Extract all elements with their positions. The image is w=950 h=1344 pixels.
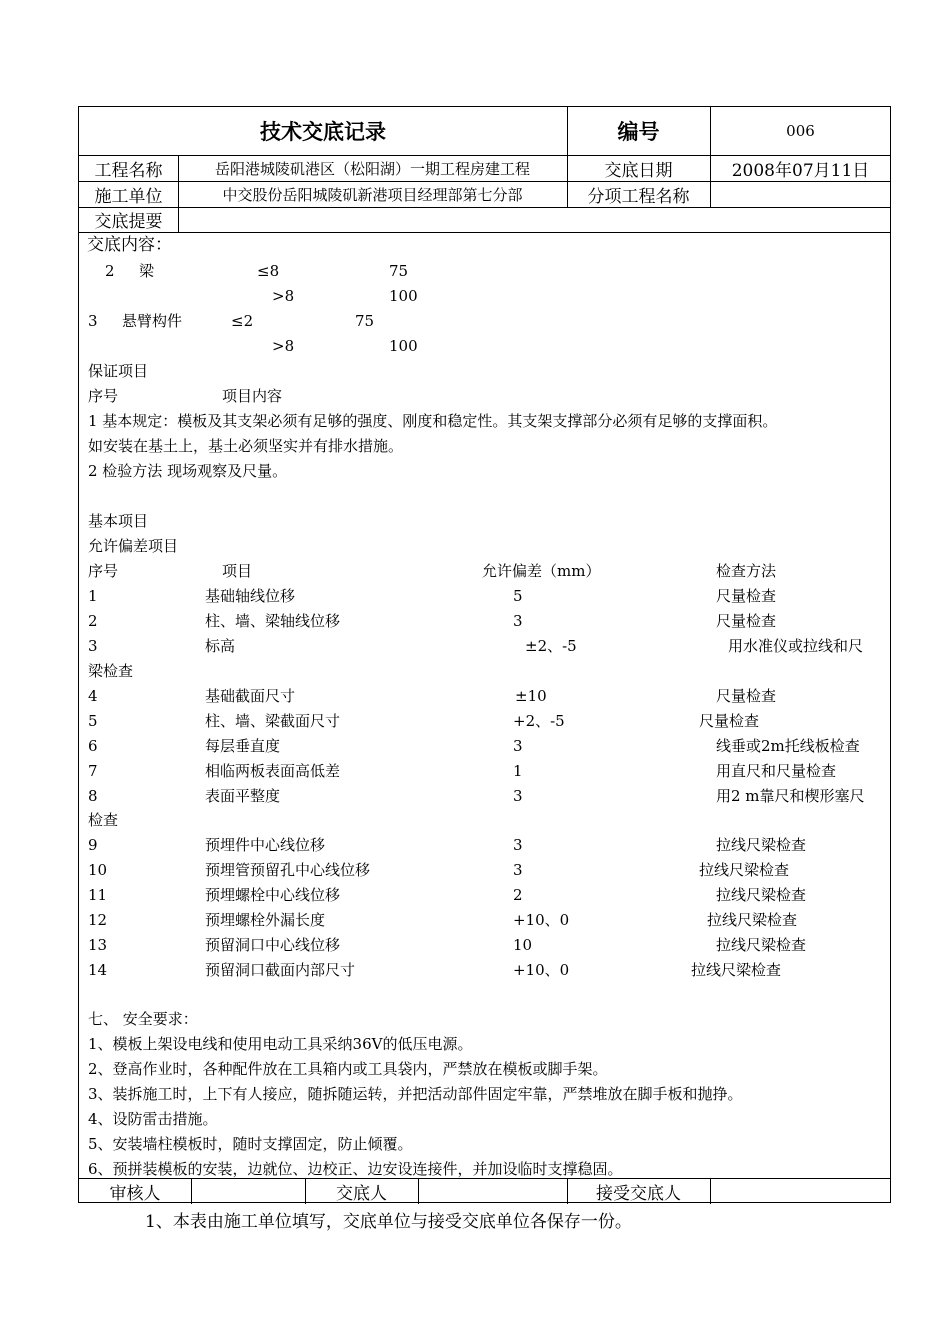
dev-row-tolerance: +10、0 — [513, 911, 570, 929]
guarantee-item: 如安装在基土上，基土必须坚实并有排水措施。 — [88, 437, 404, 455]
dev-row-item: 柱、墙、梁截面尺寸 — [205, 712, 341, 730]
row-divider — [79, 232, 890, 233]
dev-row-tolerance: ±10 — [515, 687, 547, 705]
unit-label: 施工单位 — [94, 186, 163, 207]
line-span: ≤8 — [257, 262, 280, 280]
dev-row-method: 尺量检查 — [716, 687, 777, 705]
dev-row-method: 拉线尺梁检查 — [716, 936, 807, 954]
summary-label: 交底提要 — [94, 212, 163, 232]
dev-header-tolerance: 允许偏差（mm） — [482, 562, 601, 580]
dev-row-tolerance: 3 — [513, 861, 523, 879]
dev-header-method: 检查方法 — [716, 562, 777, 580]
date-label: 交底日期 — [604, 160, 673, 181]
dev-row-tolerance: 3 — [513, 737, 523, 755]
content-heading: 交底内容： — [87, 235, 172, 255]
safety-item: 4、设防雷击措施。 — [88, 1110, 218, 1128]
dev-row-method: 尺量检查 — [699, 712, 760, 730]
dev-row-no: 10 — [88, 861, 108, 879]
sub-project-value — [710, 181, 891, 207]
dev-row-item: 基础截面尺寸 — [205, 687, 296, 705]
dev-row-method: 用水准仪或拉线和尺 — [728, 637, 864, 655]
dev-row-item: 预埋件中心线位移 — [205, 836, 326, 854]
dev-row-item: 基础轴线位移 — [205, 587, 296, 605]
line-value: 100 — [389, 287, 418, 305]
dev-row-method: 拉线尺梁检查 — [716, 836, 807, 854]
guarantee-header-no: 序号 — [88, 387, 119, 405]
number-value: 006 — [786, 122, 815, 140]
reviewer-value — [191, 1178, 305, 1204]
dev-row-no: 3 — [88, 637, 98, 655]
guarantee-item: 1 基本规定：模板及其支架必须有足够的强度、刚度和稳定性。其支架支撑部分必须有足够的支撑面积。 — [88, 412, 778, 430]
dev-row-no: 8 — [88, 787, 98, 805]
project-name-value: 岳阳港城陵矶港区（松阳湖）一期工程房建工程 — [214, 159, 530, 178]
dev-row-no: 6 — [88, 737, 98, 755]
dev-row-tolerance: +2、-5 — [513, 712, 565, 730]
dev-row-tolerance: 1 — [513, 762, 523, 780]
deviation-title: 允许偏差项目 — [88, 537, 179, 555]
dev-row-method: 拉线尺梁检查 — [691, 961, 782, 979]
dev-row-method: 拉线尺梁检查 — [699, 861, 790, 879]
receiver-value — [710, 1178, 891, 1204]
dev-row-method: 用直尺和尺量检查 — [716, 762, 837, 780]
dev-row-tolerance: 3 — [513, 612, 523, 630]
guarantee-item: 2 检验方法 现场观察及尺量。 — [88, 462, 288, 480]
document-title: 技术交底记录 — [260, 119, 386, 144]
date-value: 2008年07月11日 — [731, 160, 870, 181]
dev-row-method: 尺量检查 — [716, 612, 777, 630]
dev-row-method: 拉线尺梁检查 — [716, 886, 807, 904]
discloser-label: 交底人 — [336, 1183, 387, 1204]
line-item: 梁 — [139, 262, 155, 280]
dev-row-no: 4 — [88, 687, 98, 705]
dev-row-no: 13 — [88, 936, 108, 954]
dev-row-item: 预埋螺栓外漏长度 — [205, 911, 326, 929]
dev-row-no: 11 — [88, 886, 108, 904]
dev-row-tolerance: 3 — [513, 787, 523, 805]
dev-row-no: 5 — [88, 712, 98, 730]
dev-row-method: 用2 m靠尺和楔形塞尺 — [716, 787, 865, 805]
sub-project-label: 分项工程名称 — [587, 186, 690, 207]
dev-row-item: 预埋螺栓中心线位移 — [205, 886, 341, 904]
dev-row-no: 7 — [88, 762, 98, 780]
dev-row-item: 相临两板表面高低差 — [205, 762, 341, 780]
number-label: 编号 — [617, 119, 660, 144]
dev-row-item: 柱、墙、梁轴线位移 — [205, 612, 341, 630]
dev-row-no: 12 — [88, 911, 108, 929]
summary-value — [178, 207, 891, 232]
dev-row-item: 预留洞口截面内部尺寸 — [205, 961, 356, 979]
dev-row-tolerance: 5 — [513, 587, 523, 605]
discloser-value — [418, 1178, 567, 1204]
unit-value: 中交股份岳阳城陵矶新港项目经理部第七分部 — [222, 185, 523, 204]
line-no: 3 — [88, 312, 98, 330]
dev-row-tolerance: 10 — [513, 936, 533, 954]
safety-item: 6、预拼装模板的安装，边就位、边校正、边安设连接件，并加设临时支撑稳固。 — [88, 1160, 623, 1178]
disclosure-record-table — [78, 106, 891, 1203]
dev-row-item: 每层垂直度 — [205, 737, 281, 755]
safety-item: 3、装拆施工时，上下有人接应，随拆随运转，并把活动部件固定牢靠，严禁堆放在脚手板和抛挣。 — [88, 1085, 743, 1103]
guarantee-title: 保证项目 — [88, 362, 149, 380]
line-no: 2 — [105, 262, 115, 280]
dev-row-tolerance: 3 — [513, 836, 523, 854]
line-span: ≤2 — [231, 312, 254, 330]
safety-title: 七、 安全要求： — [88, 1010, 198, 1028]
dev-header-no: 序号 — [88, 562, 119, 580]
dev-row-no: 14 — [88, 961, 108, 979]
dev-row-method: 尺量检查 — [716, 587, 777, 605]
safety-item: 1、模板上架设电线和使用电动工具采纳36V的低压电源。 — [88, 1035, 473, 1053]
line-value: 75 — [355, 312, 375, 330]
safety-item: 5、安装墙柱模板时，随时支撑固定，防止倾覆。 — [88, 1135, 413, 1153]
dev-row-no: 2 — [88, 612, 98, 630]
dev-row-tolerance: 2 — [513, 886, 523, 904]
dev-row-method: 拉线尺梁检查 — [707, 911, 798, 929]
project-name-label: 工程名称 — [94, 160, 163, 181]
dev-row-no: 9 — [88, 836, 98, 854]
line-span: >8 — [272, 287, 295, 305]
basic-title: 基本项目 — [88, 512, 149, 530]
dev-row-item: 表面平整度 — [205, 787, 281, 805]
dev-row-method: 线垂或2m托线板检查 — [716, 737, 860, 755]
line-value: 100 — [389, 337, 418, 355]
receiver-label: 接受交底人 — [596, 1183, 681, 1204]
dev-row-item: 预埋管预留孔中心线位移 — [205, 861, 371, 879]
wrap-line: 梁检查 — [88, 662, 134, 680]
dev-row-tolerance: +10、0 — [513, 961, 570, 979]
line-span: >8 — [272, 337, 295, 355]
footnote: 1、本表由施工单位填写，交底单位与接受交底单位各保存一份。 — [145, 1212, 632, 1232]
line-value: 75 — [389, 262, 409, 280]
dev-row-tolerance: ±2、-5 — [525, 637, 577, 655]
safety-item: 2、登高作业时，各种配件放在工具箱内或工具袋内，严禁放在模板或脚手架。 — [88, 1060, 608, 1078]
guarantee-header-content: 项目内容 — [222, 387, 283, 405]
dev-header-item: 项目 — [222, 562, 253, 580]
dev-row-item: 预留洞口中心线位移 — [205, 936, 341, 954]
dev-row-no: 1 — [88, 587, 98, 605]
reviewer-label: 审核人 — [109, 1183, 161, 1204]
line-item: 悬臂构件 — [122, 312, 183, 330]
dev-row-item: 标高 — [205, 637, 236, 655]
wrap-line: 检查 — [88, 811, 119, 829]
